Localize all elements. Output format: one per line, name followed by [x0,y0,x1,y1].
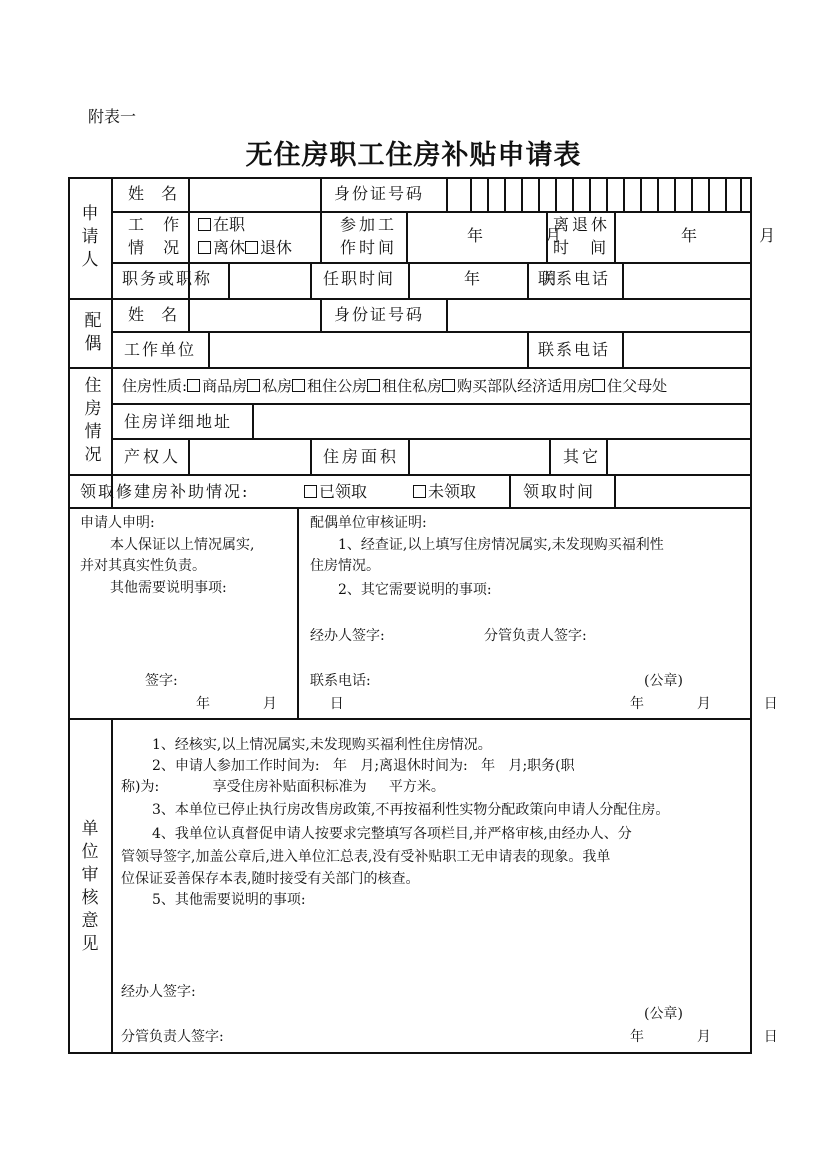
housing-nature-row[interactable]: 住房性质: 商品房 私房 租住公房 租住私房 购买部队经济适用房 住父母处 [122,377,668,395]
spouse-unit-title: 配偶单位审核证明: [310,515,427,531]
review-leader: 分管负责人签字: [121,1029,224,1045]
cell-line [252,403,254,438]
cell-line [408,262,410,298]
cell-line [614,211,616,262]
review-p1: 1、经核实,以上情况属实,未发现购买福利性住房情况。 [152,737,492,753]
cell-line [509,474,511,507]
applicant-name-label: 姓 名 [128,184,184,203]
section-label-unit-review: 单 位 审 核 意 见 [81,819,99,954]
checkbox-icon[interactable] [198,241,211,254]
join-work-label-2: 作时间 [340,238,398,257]
review-p3: 3、本单位已停止执行房改售房政策,不再按福利性实物分配政策向申请人分配住房。 [152,802,670,818]
cell-line [208,331,210,367]
housing-area-label: 住房面积 [323,447,400,466]
section-label-housing: 住 房 情 况 [84,376,102,465]
housing-owner-label: 产权人 [124,447,182,466]
declaration-line-2: 并对其真实性负责。 [80,558,206,574]
review-p4a: 4、我单位认真督促申请人按要求完整填写各项栏目,并严格审核,由经办人、分 [152,826,632,842]
cell-line [188,298,190,331]
work-status-label-2: 情 况 [128,238,187,257]
spouse-unit-phone: 联系电话: [310,673,371,689]
cell-line [622,262,624,298]
cell-line [527,331,529,367]
checkbox-icon[interactable] [304,485,317,498]
section-divider [111,718,113,1054]
position-label: 职务或职称 [122,269,213,288]
row-line [111,262,752,264]
row-line [68,507,752,509]
section-label-applicant: 申 请 人 [81,204,99,270]
spouse-unit-line-2: 住房情况。 [310,558,380,574]
review-p4c: 位保证妥善保存本表,随时接受有关部门的核查。 [121,871,420,887]
applicant-name-input[interactable] [190,180,318,208]
cell-line [406,211,408,262]
spouse-unit-date: 年 月 日 [630,696,778,712]
cell-line [606,438,608,474]
spouse-unit-handler: 经办人签字: [310,628,385,644]
cell-line [310,262,312,298]
spouse-unit-line-3: 2、其它需要说明的事项: [338,582,492,598]
row-line [111,211,752,213]
retire-time-label-1: 离退休 [553,215,611,234]
cell-line [320,178,322,262]
checkbox-icon[interactable] [442,379,455,392]
spouse-phone-label: 联系电话 [538,340,611,359]
cell-line [614,474,616,507]
declaration-line-1: 本人保证以上情况属实, [110,537,255,553]
section-label-spouse: 配 偶 [84,311,102,354]
cell-line [228,262,230,298]
spouse-unit-label: 工作单位 [124,340,197,359]
spouse-id-label: 身份证号码 [334,305,425,324]
retire-time-label-2: 时 间 [553,238,615,257]
row-line [68,474,752,476]
cell-line [188,438,190,474]
spouse-name-label: 姓 名 [128,305,184,324]
checkbox-icon[interactable] [245,241,258,254]
cell-line [320,298,322,331]
spouse-unit-leader: 分管负责人签字: [484,628,587,644]
row-line [111,403,752,405]
applicant-id-label: 身份证号码 [334,184,425,203]
section-divider [111,178,113,507]
checkbox-icon[interactable] [187,379,200,392]
review-handler: 经办人签字: [121,984,196,1000]
appoint-date[interactable]: 年 月 [464,269,559,288]
checkbox-icon[interactable] [247,379,260,392]
checkbox-icon[interactable] [592,379,605,392]
form-title: 无住房职工住房补贴申请表 [245,140,582,171]
join-work-date[interactable]: 年 月 [467,226,562,245]
review-p5: 5、其他需要说明的事项: [152,892,306,908]
review-p4b: 管领导签字,加盖公章后,进入单位汇总表,没有受补贴职工无申请表的现象。我单 [121,849,611,865]
review-date: 年 月 日 [630,1029,778,1045]
cell-line [310,438,312,474]
annex-label: 附表一 [88,107,137,126]
declaration-title: 申请人申明: [80,515,155,531]
cell-line [622,331,624,367]
work-status-label-1: 工 作 [128,215,187,234]
subsidy-time-label: 领取时间 [523,482,596,501]
row-line [68,298,752,300]
checkbox-icon[interactable] [413,485,426,498]
declaration-line-3: 其他需要说明事项: [110,580,227,596]
row-line [68,718,752,720]
appoint-time-label: 任职时间 [323,269,396,288]
status-retired-options[interactable]: 离休 退休 [198,238,292,258]
declaration-sign: 签字: [145,673,178,689]
cell-line [549,438,551,474]
housing-address-label: 住房详细地址 [124,412,233,431]
retire-date[interactable]: 年 月 [681,226,776,245]
spouse-unit-line-1: 1、经查证,以上填写住房情况属实,未发现购买福利性 [338,537,664,553]
applicant-phone-label: 联系电话 [538,269,611,288]
subsidy-label: 领取修建房补助情况: [80,482,250,501]
review-p2a: 2、申请人参加工作时间为: 年 月;离退休时间为: 年 月;职务(职 [152,758,575,774]
cell-line [408,438,410,474]
row-line [68,367,752,369]
checkbox-icon[interactable] [367,379,380,392]
spouse-unit-seal: (公章) [644,673,683,689]
applicant-id-input[interactable] [448,180,750,208]
review-p2b: 称)为: 享受住房补贴面积标准为 平方米。 [121,779,445,795]
subsidy-received-option[interactable]: 已领取 [304,482,367,502]
checkbox-icon[interactable] [198,218,211,231]
housing-other-label: 其它 [563,447,602,466]
join-work-label-1: 参加工 [340,215,398,234]
review-seal: (公章) [644,1006,683,1022]
row-line [111,438,752,440]
cell-line [297,507,299,718]
subsidy-not-received-option[interactable]: 未领取 [413,482,476,502]
declaration-date: 年 月 日 [196,696,344,712]
checkbox-icon[interactable] [292,379,305,392]
cell-line [446,298,448,331]
status-on-duty-option[interactable]: 在职 [198,215,245,235]
